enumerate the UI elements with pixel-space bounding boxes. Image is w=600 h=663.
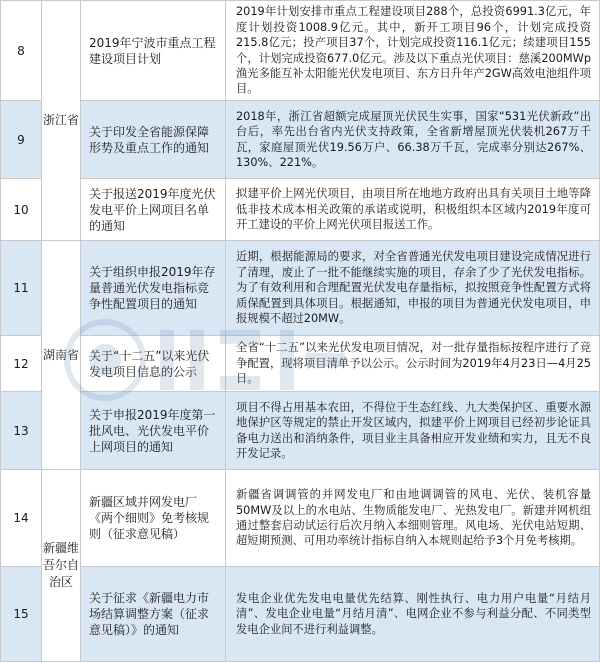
policy-title: 关于印发全省能源保障形势及重点工作的通知 xyxy=(81,101,226,179)
policy-title: 关于征求《新疆电力市场结算调整方案（征求意见稿）》的通知 xyxy=(81,567,226,662)
row-number: 14 xyxy=(1,470,42,567)
table-row xyxy=(1,470,600,567)
province-cell: 新疆维吾尔自治区 xyxy=(42,470,81,662)
table-row xyxy=(1,567,600,662)
row-number: 8 xyxy=(1,1,42,101)
policy-content: 全省“十二五”以来光伏发电项目情况，对一批存量指标按程序进行了竞争配置，现将项目清单予以公示。公示时间为2019年4月23日—4月25日。 xyxy=(226,336,600,392)
policy-content: 项目不得占用基本农田，不得位于生态红线、九大类保护区、重要水源地保护区等规定的禁止开发区域内，拟建平价上网项目已经初步论证具备电力送出和消纳条件，项目业主具备相应开发业绩和实力，且无不良开发记录。 xyxy=(226,392,600,470)
table-row xyxy=(1,101,600,179)
policy-title: 关于报送2019年度光伏发电平价上网项目名单的通知 xyxy=(81,179,226,241)
row-number: 9 xyxy=(1,101,42,179)
table-row xyxy=(1,1,600,101)
policy-content: 2019年计划安排市重点工程建设项目288个，总投资6991.3亿元，年度计划投资1008.9亿元。其中，新开工项目96个，计划完成投资215.8亿元；投产项目37个，计划完成投资116.1亿元；续建项目155个，计划完成投资677.0亿元。涉及以下重点光伏项目：慈溪200MWp渔光多能互补太阳能光伏发电项目、东方日升年产2GW高效电池组件项目。 xyxy=(226,1,600,101)
policy-title: 关于申报2019年度第一批风电、光伏发电平价上网项目的通知 xyxy=(81,392,226,470)
policy-content: 拟建平价上网光伏项目，由项目所在地地方政府出具有关项目土地等降低非技术成本相关政策的承诺或说明，积极组织本区域内2019年度可开工建设的平价上网光伏项目报送工作。 xyxy=(226,179,600,241)
table-row xyxy=(1,336,600,392)
province-cell: 湖南省 xyxy=(42,241,81,470)
row-number: 13 xyxy=(1,392,42,470)
policy-title: 关于“十二五”以来光伏发电项目信息的公示 xyxy=(81,336,226,392)
policy-title: 2019年宁波市重点工程建设项目计划 xyxy=(81,1,226,101)
policy-content: 发电企业优先发电电量优先结算、刚性执行、电力用户电量“月结月清”、发电企业电量“月结月清”、电网企业不参与利益分配、不同类型发电企业间不进行利益调整。 xyxy=(226,567,600,662)
province-cell: 浙江省 xyxy=(42,1,81,241)
policy-content: 2018年，浙江省超额完成屋顶光伏民生实事，国家“531光伏新政”出台后，率先出台省内光伏支持政策，全省新增屋顶光伏装机267万千瓦，家庭屋顶光伏19.56万户、66.38万千瓦，完成率分别达267%、130%、221%。 xyxy=(226,101,600,179)
row-number: 12 xyxy=(1,336,42,392)
policy-title: 新疆区域并网发电厂《两个细则》免考核规则（征求意见稿） xyxy=(81,470,226,567)
row-number: 11 xyxy=(1,241,42,336)
table-row xyxy=(1,179,600,241)
policy-content: 新疆省调调管的并网发电厂和由地调调管的风电、光伏、装机容量50MW及以上的水电站、生物质能发电厂、光热发电厂。新建并网机组通过整套启动试运行后次月纳入本细则管理。风电场、光伏电站短期、超短期预测、可用功率统计指标自纳入本规则起给予3个月免考核期。 xyxy=(226,470,600,567)
row-number: 10 xyxy=(1,179,42,241)
policy-title: 关于组织申报2019年存量普通光伏发电指标竞争性配置项目的通知 xyxy=(81,241,226,336)
row-number: 15 xyxy=(1,567,42,662)
table-row xyxy=(1,241,600,336)
table-row xyxy=(1,392,600,470)
policy-content: 近期，根据能源局的要求，对全省普通光伏发电项目建设完成情况进行了清理，废止了一批不能继续实施的项目，存余了少了光伏发电指标。为了有效利用和合理配置光伏发电存量指标，拟按照竞争性配置方式将质保配置到具体项目。根据通知，申报的项目为普通光伏发电项目，申报规模不超过20MW。 xyxy=(226,241,600,336)
